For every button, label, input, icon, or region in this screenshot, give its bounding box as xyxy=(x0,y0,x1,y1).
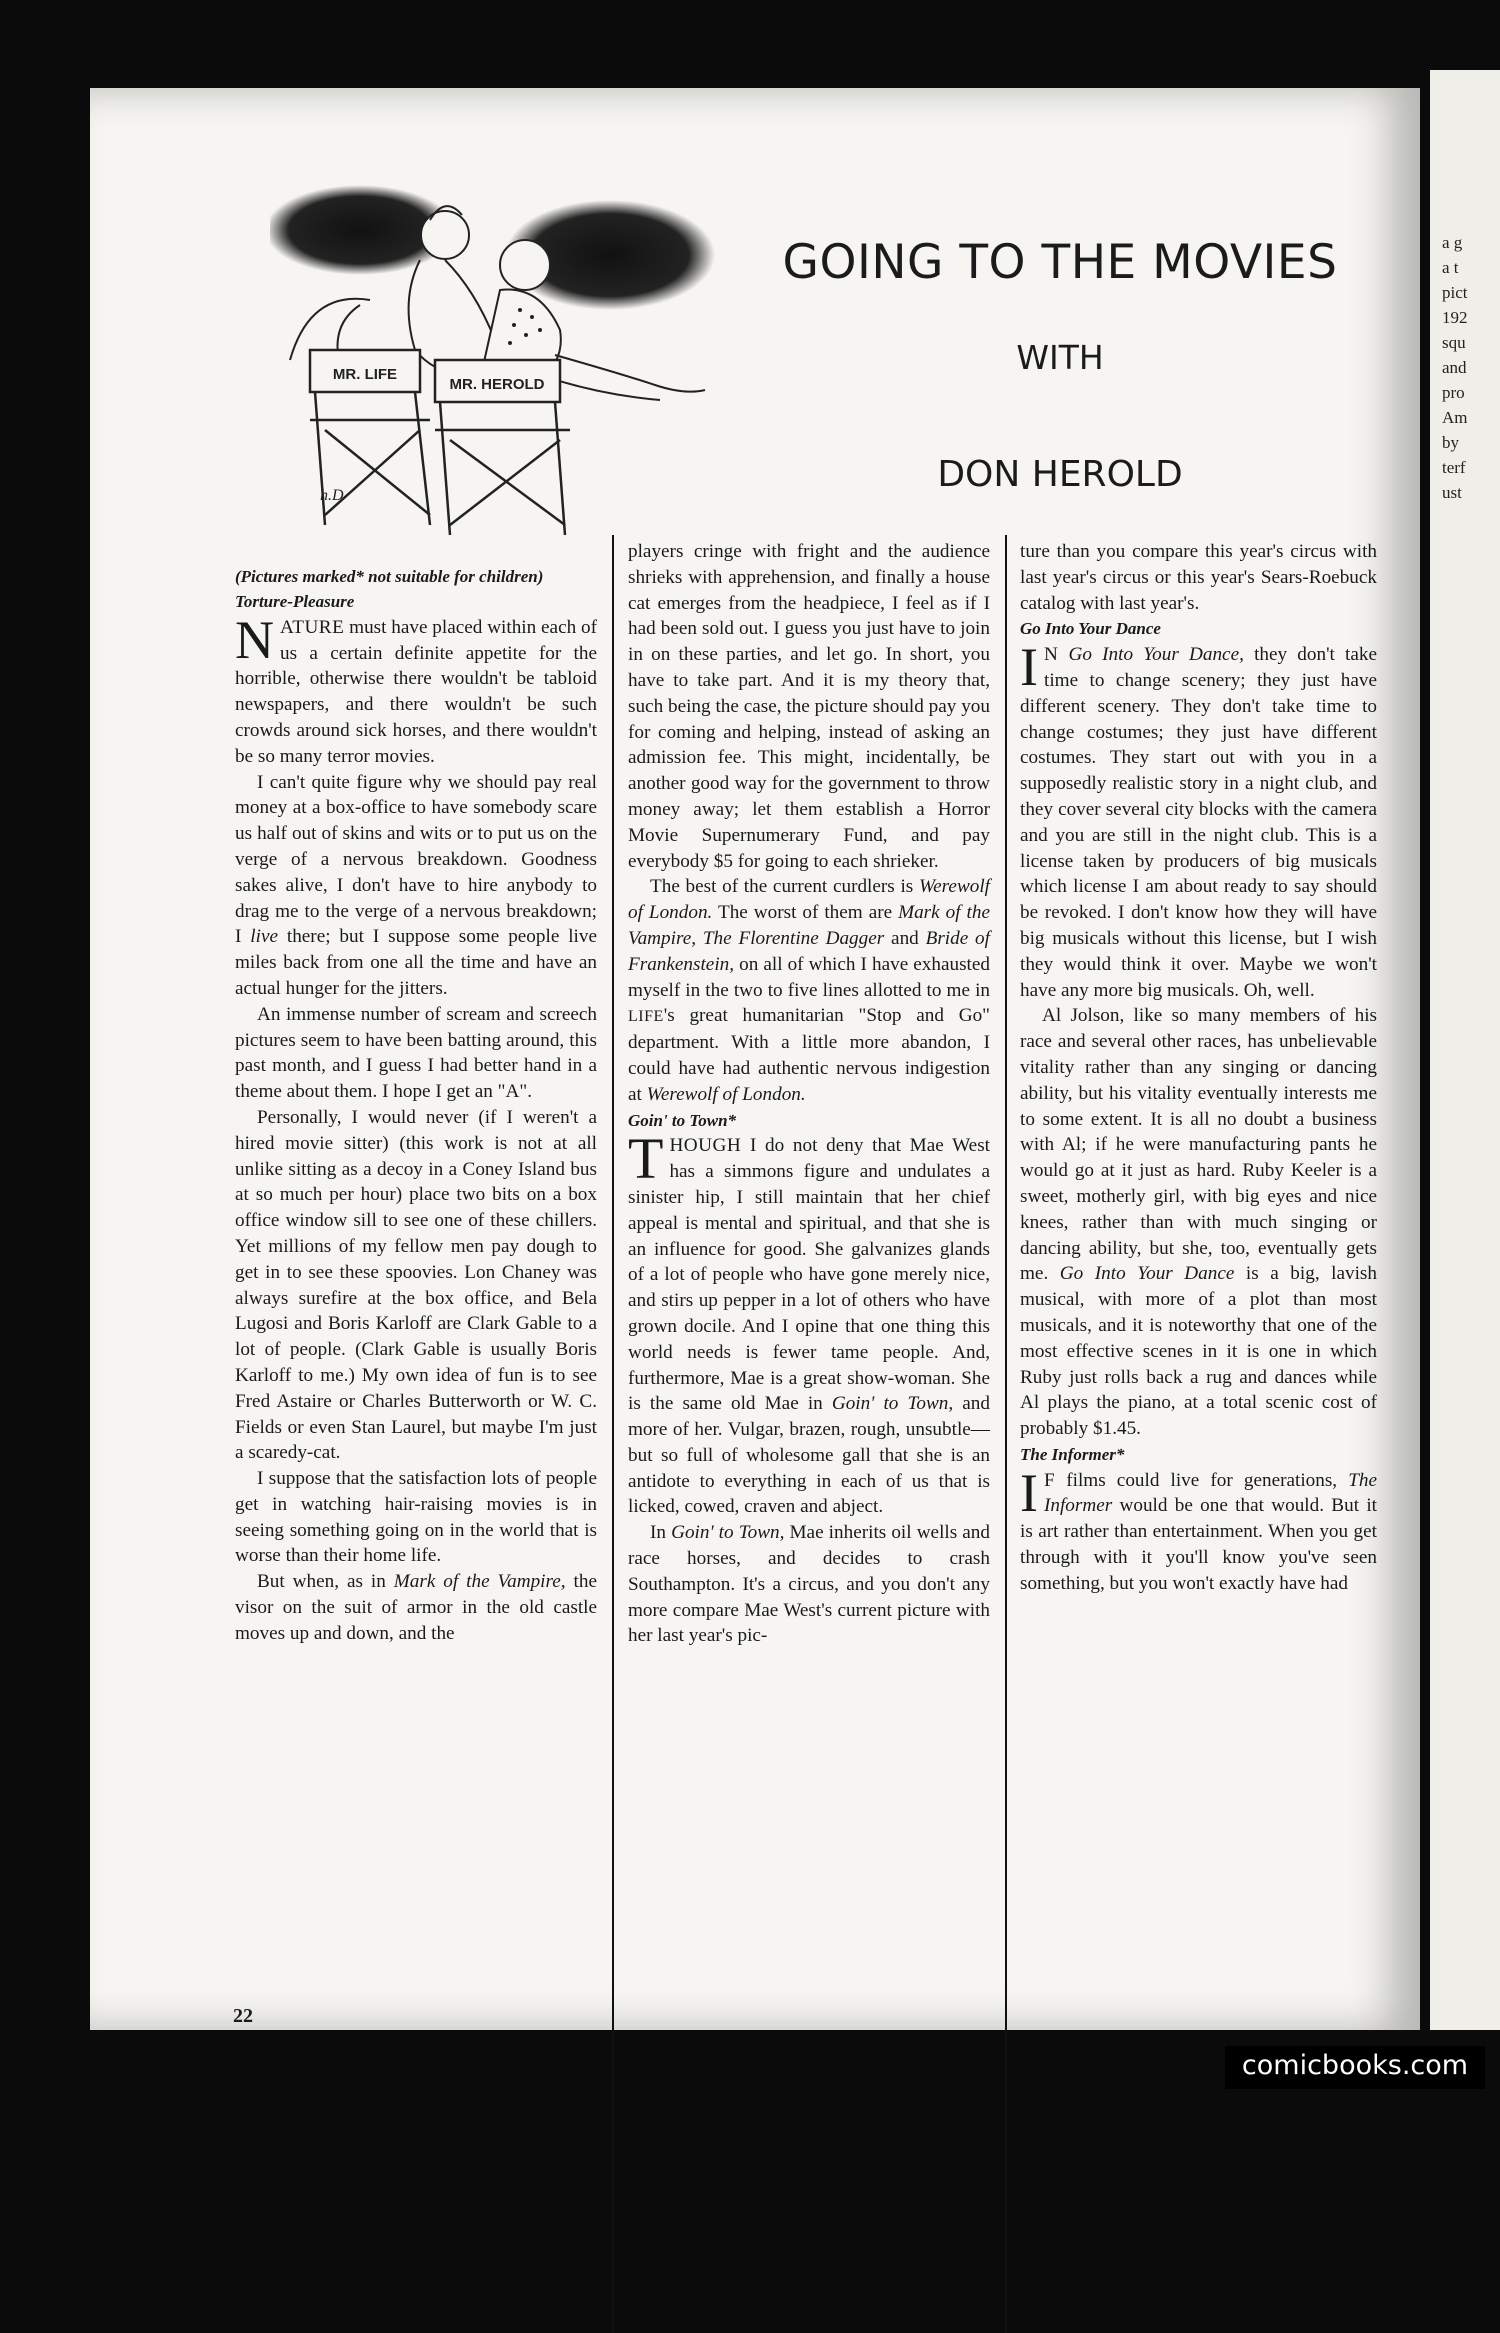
section-heading-goin-to-town: Goin' to Town* xyxy=(628,1110,737,1130)
italic-text: Goin' to Town, xyxy=(831,1393,954,1415)
chair-right-label: MR. HEROLD xyxy=(449,376,545,393)
section-heading-the-informer: The Informer* xyxy=(1020,1444,1125,1464)
italic-text: Bride of Frankenstein, xyxy=(628,927,990,975)
author-name: DON HEROLD xyxy=(937,454,1183,495)
small-caps-lead: N xyxy=(1043,644,1059,666)
edge-text: a t xyxy=(1442,258,1459,277)
page-number: 22 xyxy=(233,2005,253,2027)
paragraph-text: The worst of them are xyxy=(712,902,899,924)
paragraph-text: must have placed within each of us a certain definite appetite for the horrible, otherwise there wouldn't be tabloid newspapers, and there wouldn't be such crowds around sick horses, and there wouldn't be so many terror movies. xyxy=(235,616,597,767)
paragraph-text: would be one that would. But it is art rather than entertainment. When you get through with it you'll know you've seen something, but you won't exactly have had xyxy=(1020,1495,1377,1594)
edge-text: a g xyxy=(1442,233,1463,252)
drop-cap: I xyxy=(1020,1462,1038,1523)
column-rule-left xyxy=(612,535,614,2333)
paragraph: ture than you compare this year's circus with last year's circus or this year's Sears-Roebuck catalog with last year's. xyxy=(1020,541,1377,614)
paragraph-text: they don't take time to change scenery; they just have different scenery. They don't take time to change costumes; they just have different costumes. They start out with you in a supposedly realistic story in a night club, and they cover several city blocks with the camera and you are still in the night club. This is a license taken by producers of big musicals which license I am about ready to say should be revoked. I don't know how they will have big musicals without this license, but I wish they would think it over. Maybe we won't have any more big musicals. Oh, well. xyxy=(1020,644,1378,1001)
paragraph-text: Al Jolson, like so many members of his race and several other races, has unbelievable vitality rather than any singing or dancing ability, but his vitality eventually interests me to some extent. It is all no doubt a business with Al; if he were manufacturing pants he would go at it just as hard. Ruby Keeler is a sweet, motherly girl, with big eyes and nice knees, rather than with much singing or dancing ability, but she, too, eventually gets me. xyxy=(1020,1005,1377,1285)
edge-text: 192 xyxy=(1442,308,1468,327)
italic-text: live xyxy=(250,926,278,948)
small-caps-lead: HOUGH xyxy=(669,1135,742,1157)
column-rule-right xyxy=(1005,535,1007,2333)
paragraph xyxy=(235,1569,597,1646)
children-note: (Pictures marked* not suitable for children) xyxy=(235,567,544,586)
edge-text: pict xyxy=(1442,283,1468,302)
paragraph: An immense number of scream and screech pictures seem to have been batting around, this past month, and I guess I had better hand in a theme about them. I hope I get an "A". xyxy=(235,1003,597,1103)
paragraph-text: 's great humanitarian "Stop and Go" department. With a little more abandon, I could have had authentic nervous indigestion at xyxy=(628,1005,990,1105)
paragraph xyxy=(1020,637,1378,1003)
paragraph-text: is a big, lavish musical, with more of a plot than most musicals, and it is noteworthy that one of the most effective scenes in it is one in which Ruby just rolls back a rug and dances while Al plays the piano, at a total scenic cost of probably $1.45. xyxy=(1020,1263,1377,1440)
paragraph-text: and more of her. Vulgar, brazen, rough, unsubtle—but so full of wholesome gall that she is an antidote to everything in each of us that is licked, cowed, craven and abject. xyxy=(628,1393,990,1518)
italic-text: Werewolf of London. xyxy=(628,876,990,924)
drop-cap: N xyxy=(235,609,274,670)
edge-text: squ xyxy=(1442,333,1466,352)
paragraph: I suppose that the satisfaction lots of people get in watching hair-raising movies is in seeing something going on in the world that is worse than their home life. xyxy=(235,1468,597,1567)
paragraph-text: The best of the current curdlers is xyxy=(650,876,919,898)
edge-text: and xyxy=(1442,358,1467,377)
italic-text: Go Into Your Dance, xyxy=(1068,644,1244,666)
magazine-name: LIFE xyxy=(628,1008,664,1026)
edge-text: by xyxy=(1442,433,1459,452)
paragraph xyxy=(235,609,597,770)
facing-page-edge xyxy=(1430,70,1500,2030)
edge-text: pro xyxy=(1442,383,1465,402)
title-with: WITH xyxy=(1016,338,1104,377)
paragraph-text: on all of which I have exhausted myself in the two to five lines allotted to me in xyxy=(628,953,990,1001)
paragraph-text: films could live for generations, xyxy=(1055,1469,1349,1491)
italic-text: Go Into Your Dance xyxy=(1059,1263,1235,1285)
paragraph-text: I can't quite figure why we should pay real money at a box-office to have somebody scare us half out of skins and wits or to put us on the verge of a nervous breakdown. Goodness sakes alive, I don't have to hire anybody to drag me to the verge of a nervous breakdown; I xyxy=(235,771,597,948)
article-title: GOING TO THE MOVIES xyxy=(782,235,1338,290)
paragraph xyxy=(628,874,990,1107)
drop-cap: I xyxy=(1020,637,1038,698)
header-illustration xyxy=(270,185,730,555)
edge-text: Am xyxy=(1442,408,1468,427)
italic-text: Werewolf of London. xyxy=(646,1083,806,1105)
column-1 xyxy=(235,565,597,1647)
paragraph-text: the visor on the suit of armor in the old castle moves up and down, and the xyxy=(235,1571,597,1644)
drop-cap: T xyxy=(628,1126,664,1192)
section-heading-go-into-your-dance: Go Into Your Dance xyxy=(1020,619,1161,639)
edge-text: ust xyxy=(1442,483,1462,502)
paragraph: players cringe with fright and the audience shrieks with apprehension, and finally a house cat emerges from the headpiece, I feel as if I had been sold out. I guess you just have to join in on these parties, and let go. In short, you have to take part. And it is my theory that, such being the case, the picture should pay you for coming and helping, instead of asking an admission fee. This might, incidentally, be another good way for the government to throw money away; let them establish a Horror Movie Supernumerary Fund, and pay everybody $5 for going to each shrieker. xyxy=(628,541,990,872)
paragraph xyxy=(628,1126,990,1520)
italic-text: Goin' to Town, xyxy=(671,1522,785,1544)
watermark: comicbooks.com xyxy=(1225,2046,1485,2089)
column-2 xyxy=(628,539,990,1649)
section-heading-torture-pleasure: Torture-Pleasure xyxy=(235,592,355,611)
chair-left-label: MR. LIFE xyxy=(332,366,398,383)
paragraph xyxy=(628,1520,990,1649)
italic-text: Mark of the Vampire, The Florentine Dagger xyxy=(628,902,990,949)
paragraph xyxy=(235,770,597,1002)
italic-text: The Informer xyxy=(1043,1469,1377,1517)
column-3 xyxy=(1020,539,1377,1597)
paragraph xyxy=(1020,1003,1377,1442)
small-caps-lead: ATURE xyxy=(280,616,345,638)
paragraph-text: Mae inherits oil wells and race horses, and decides to crash Southampton. It's a circus, and you don't any more compare Mae West's current picture with her last year's pic- xyxy=(628,1522,990,1647)
illustrator-signature: h.D xyxy=(320,487,344,504)
small-caps-lead: F xyxy=(1043,1469,1056,1491)
paragraph-text: I do not deny that Mae West has a simmons figure and undulates a sinister hip, I still maintain that her chief appeal is mental and spiritual, and that she is an influence for good. She galvanizes glands of a lot of people who have gone merely nice, and stirs up pepper in a lot of others who have grown docile. And I opine that one thing this world needs is fewer tame people. And, furthermore, Mae is a great show-woman. She is the same old Mae in xyxy=(628,1135,990,1415)
paragraph-text: In xyxy=(650,1522,672,1544)
edge-text: terf xyxy=(1442,458,1466,477)
paragraph: Personally, I would never (if I weren't a hired movie sitter) (this work is not at all unlike sitting as a decoy in a Coney Island bus at so much per hour) place two bits on a box office window sill to see one of these chillers. Yet millions of my fellow men pay dough to get in to see these spoovies. Lon Chaney was always surefire at the box office, and Bela Lugosi and Boris Karloff are Clark Gable to a lot of people. (Clark Gable is usually Boris Karloff to me.) My own idea of fun is to see Fred Astaire or Charles Butterworth or W. C. Fields or even Stan Laurel, but maybe I'm just a scaredy-cat. xyxy=(235,1106,597,1464)
paragraph-text: But when, as in xyxy=(257,1571,394,1593)
paragraph-text: and xyxy=(884,927,926,949)
italic-text: Mark of the Vampire, xyxy=(393,1571,566,1593)
paragraph xyxy=(1020,1462,1377,1597)
paragraph-text: there; but I suppose some people live miles back from one all the time and have an actual hunger for the jitters. xyxy=(235,926,597,999)
